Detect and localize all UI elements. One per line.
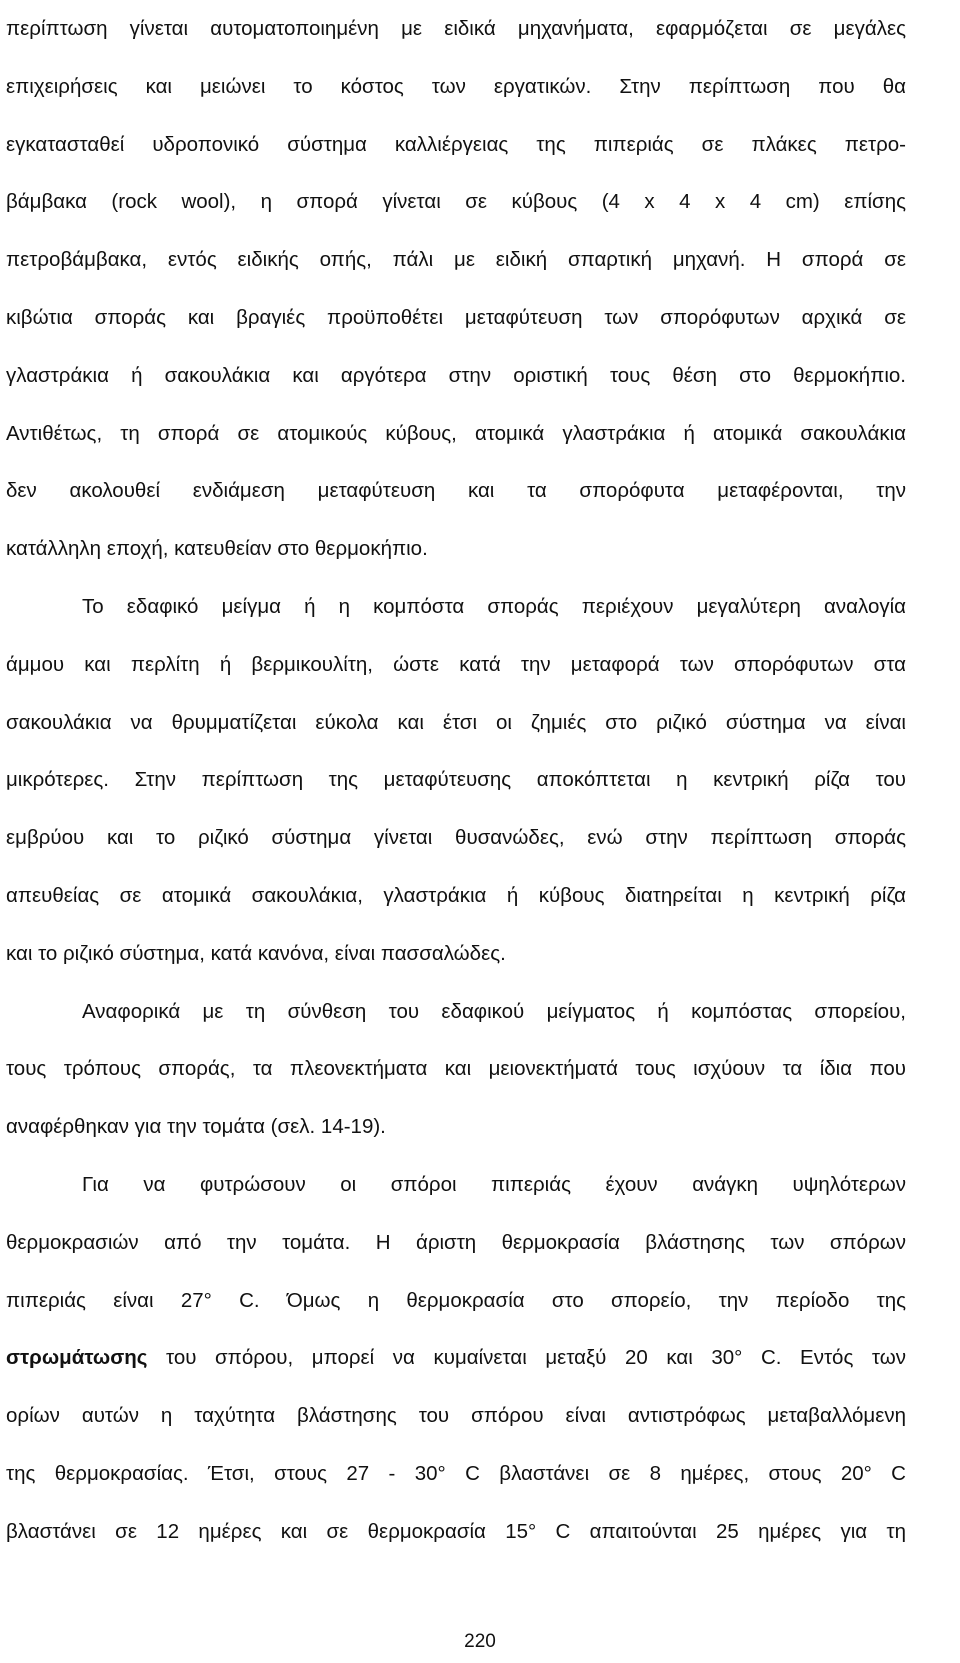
text-line: Για να φυτρώσουν οι σπόροι πιπεριάς έχουν ανάγκη υψηλότερων — [82, 1172, 906, 1196]
text-line: της θερμοκρασίας. Έτσι, στους 27 - 30° C βλαστάνει σε 8 ημέρες, στους 20° C — [6, 1461, 906, 1485]
text-line: αναφέρθηκαν για την τομάτα (σελ. 14-19). — [6, 1115, 386, 1139]
body-text — [6, 0, 906, 1575]
text-line: και το ριζικό σύστημα, κατά κανόνα, είναι πασσαλώδες. — [6, 941, 506, 965]
text-line: πετροβάμβακα, εντός ειδικής οπής, πάλι με ειδική σπαρτική μηχανή. Η σπορά σε — [6, 248, 906, 272]
text-line: σακουλάκια να θρυμματίζεται εύκολα και έτσι οι ζημιές στο ριζικό σύστημα να είναι — [6, 710, 906, 734]
text-line — [6, 0, 906, 14]
text-line: κιβώτια σποράς και βραγιές προϋποθέτει μεταφύτευση των σπορόφυτων αρχικά σε — [6, 305, 906, 329]
text-line: απευθείας σε ατομικά σακουλάκια, γλαστράκια ή κύβους διατηρείται η κεντρική ρίζα — [6, 883, 906, 907]
text-line: βάμβακα (rock wool), η σπορά γίνεται σε κύβους (4 x 4 x 4 cm) επίσης — [6, 190, 906, 214]
text-line: βλαστάνει σε 12 ημέρες και σε θερμοκρασία 15° C απαιτούνται 25 ημέρες για τη — [6, 1519, 906, 1543]
text-line: δεν ακολουθεί ενδιάμεση μεταφύτευση και τα σπορόφυτα μεταφέρονται, την — [6, 479, 906, 503]
text-line: τους τρόπους σποράς, τα πλεονεκτήματα και μειονεκτήματά τους ισχύουν τα ίδια που — [6, 1057, 906, 1081]
text-line: μικρότερες. Στην περίπτωση της μεταφύτευσης αποκόπτεται η κεντρική ρίζα του — [6, 768, 906, 792]
text-line — [6, 1343, 906, 1401]
text-line: πιπεριάς είναι 27° C. Όμως η θερμοκρασία στο σπορείο, την περίοδο της — [6, 1288, 906, 1312]
text-line: γλαστράκια ή σακουλάκια και αργότερα στην οριστική τους θέση στο θερμοκήπιο. — [6, 363, 906, 387]
text-line: εγκατασταθεί υδροπονικό σύστημα καλλιέργειας της πιπεριάς σε πλάκες πετρο- — [6, 132, 906, 156]
bold-term: στρωμάτωσης — [6, 1346, 148, 1370]
text-line: άμμου και περλίτη ή βερμικουλίτη, ώστε κατά την μεταφορά των σπορόφυτων στα — [6, 652, 906, 676]
text-line: περίπτωση γίνεται αυτοματοποιημένη με ειδικά μηχανήματα, εφαρμόζεται σε μεγάλες — [6, 17, 906, 40]
text-line: εμβρύου και το ριζικό σύστημα γίνεται θυσανώδες, ενώ στην περίπτωση σποράς — [6, 826, 906, 850]
page-number: 220 — [464, 1631, 496, 1652]
text-fragment: του σπόρου, μπορεί να κυμαίνεται μεταξύ 20 και 30° C. Εντός των — [147, 1346, 906, 1370]
text-line: ορίων αυτών η ταχύτητα βλάστησης του σπόρου είναι αντιστρόφως μεταβαλλόμενη — [6, 1404, 906, 1428]
text-line: επιχειρήσεις και μειώνει το κόστος των εργατικών. Στην περίπτωση που θα — [6, 74, 906, 98]
text-line: Αντιθέτως, τη σπορά σε ατομικούς κύβους, ατομικά γλαστράκια ή ατομικά σακουλάκια — [6, 421, 906, 445]
text-line: Αναφορικά με τη σύνθεση του εδαφικού μείγματος ή κομπόστας σπορείου, — [82, 999, 906, 1023]
text-line: κατάλληλη εποχή, κατευθείαν στο θερμοκήπιο. — [6, 537, 428, 561]
text-line: Το εδαφικό μείγμα ή η κομπόστα σποράς περιέχουν μεγαλύτερη αναλογία — [82, 594, 906, 618]
text-line: θερμοκρασιών από την τομάτα. Η άριστη θερμοκρασία βλάστησης των σπόρων — [6, 1230, 906, 1254]
